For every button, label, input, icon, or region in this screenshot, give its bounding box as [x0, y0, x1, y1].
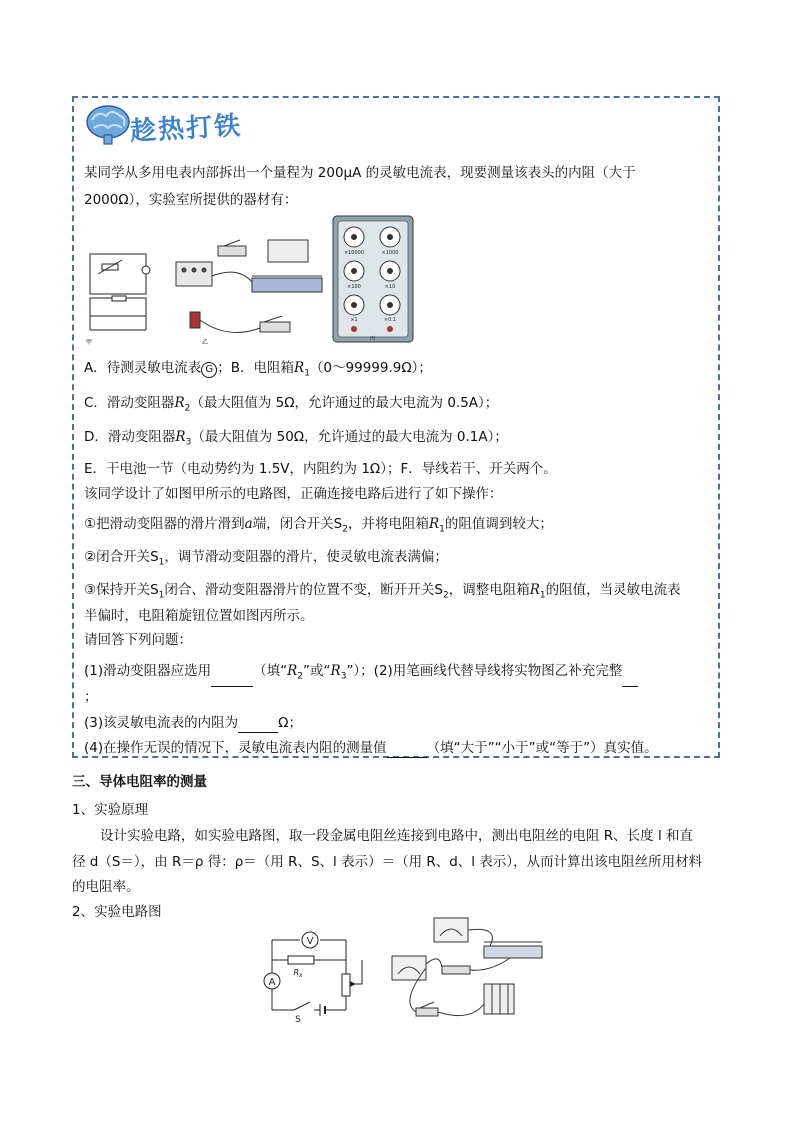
fig-label-a: 甲 — [86, 339, 93, 346]
brain-icon — [84, 102, 132, 146]
answer-blank-2[interactable] — [622, 670, 638, 687]
apparatus-b — [168, 236, 328, 348]
principle-line-1: 设计实验电路，如实验电路图，取一段金属电阻丝连接到电路中，测出电阻丝的电阻 R、长度 l 和直 — [100, 828, 694, 844]
dial-label-6: ×0.1 — [383, 317, 397, 323]
fig-label-c: 丙 — [370, 336, 376, 342]
section-3-sub-2: 2、实验电路图 — [72, 904, 162, 920]
dial-label-4: ×10 — [384, 284, 396, 290]
ammeter-icon: A — [268, 977, 276, 988]
voltmeter-icon: V — [306, 936, 314, 947]
item-e-f: E．干电池一节（电动势约为 1.5V，内阻约为 1Ω）；F．导线若干、开关两个。 — [84, 461, 557, 477]
switch-label: S — [295, 1015, 301, 1022]
banner-title: 趁热打铁 — [129, 111, 243, 147]
section-3-sub-1: 1、实验原理 — [72, 802, 149, 818]
design-text: 该同学设计了如图甲所示的电路图，正确连接电路后进行了如下操作： — [84, 486, 503, 502]
question-1-2: (1)滑动变阻器应选用 （填“$R_2$”或“$R_3$”）；(2)用笔画线代替导线将实物图乙补充完整 — [84, 661, 638, 687]
answer-blank-3[interactable] — [238, 716, 278, 733]
intro-line-1: 某同学从多用电表内部拆出一个量程为 200μA 的灵敏电流表，现要测量该表头的内阻（大于 — [84, 165, 636, 181]
resistance-box-c — [332, 215, 414, 343]
item-d: D．滑动变阻器$R_3$（最大阻值为 50Ω，允许通过的最大电流为 0.1A）； — [84, 429, 508, 448]
question-4: (4)在操作无误的情况下，灵敏电流表内阻的测量值 （填“大于”“小于”或“等于”）真实值。 — [84, 740, 658, 756]
item-c: C．滑动变阻器$R_2$（最大阻值为 5Ω，允许通过的最大电流为 0.5A）； — [84, 395, 499, 414]
apparatus-rx — [380, 912, 548, 1024]
item-a-b: A．待测灵敏电流表 G ；B．电阻箱$R_1(0\sim 99999.9\Omega)$； — [84, 360, 432, 379]
question-2-tail: ； — [84, 689, 98, 705]
fig-label-b: 乙 — [202, 339, 209, 346]
circuit-diagram-a — [84, 244, 170, 348]
step-3: ③保持开关$S_1$闭合、滑动变阻器滑片的位置不变，断开开关$S_2$，调整电阻箱$R_1$的阻值，当灵敏电流表 — [84, 582, 681, 601]
dial-label-5: ×1 — [350, 317, 358, 323]
answer-blank-4[interactable] — [387, 741, 427, 758]
step-1: ①把滑动变阻器的滑片滑到a端，闭合开关$S_2$，并将电阻箱$R_1$的阻值调到较大； — [84, 516, 553, 535]
rx-label: $R_x$ — [293, 968, 303, 979]
dial-label-2: ×1000 — [381, 250, 399, 256]
step-3-line-2: 半偏时，电阻箱旋钮位置如图丙所示。 — [84, 608, 314, 624]
dial-label-1: ×10000 — [343, 250, 365, 256]
intro-line-2: 2000Ω），实验室所提供的器材有： — [84, 192, 298, 208]
section-3-heading: 三、导体电阻率的测量 — [72, 774, 207, 790]
galvanometer-icon: G — [201, 362, 217, 378]
dial-label-3: ×100 — [347, 284, 361, 290]
answer-blank-1[interactable] — [211, 670, 253, 687]
principle-line-3: 的电阻率。 — [72, 879, 140, 895]
principle-line-2: 径 d（S＝），由 R＝ρ 得：ρ＝（用 R、S、l 表示）＝（用 R、d、l 表示），从而计算出该电阻丝所用材料 — [72, 854, 703, 870]
circuit-diagram-rx — [258, 926, 370, 1022]
step-2: ②闭合开关$S_1$，调节滑动变阻器的滑片，使灵敏电流表满偏； — [84, 549, 448, 568]
ask-text: 请回答下列问题： — [84, 632, 192, 648]
question-3: (3)该灵敏电流表的内阻为 Ω； — [84, 715, 302, 731]
